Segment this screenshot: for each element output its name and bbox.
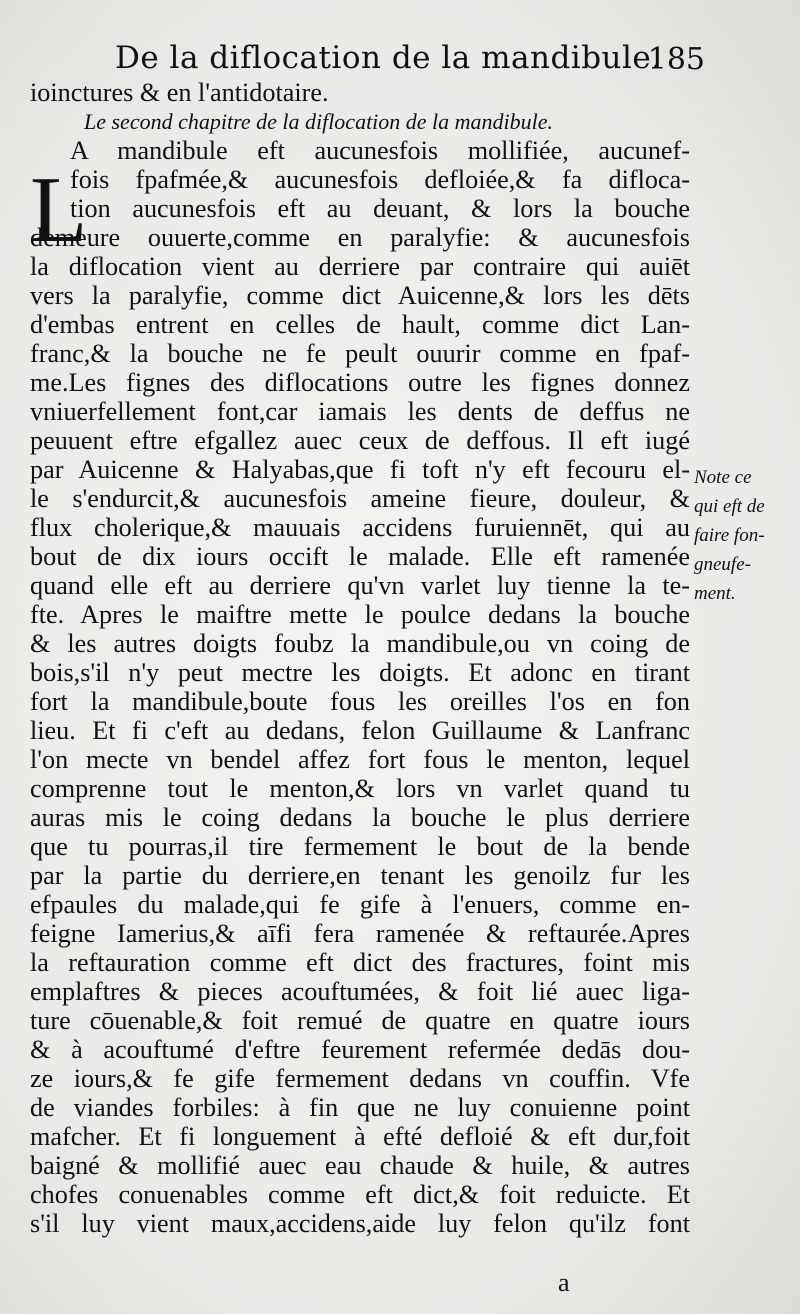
signature-mark: a [558,1268,570,1297]
text-line: la reftauration comme eft dict des fractures, foint mis [30,948,690,977]
text-line: demeure ouuerte,comme en paralyfie: & aucunesfois [30,223,690,252]
text-line: tion aucunesfois eft au deuant, & lors la bouche [70,194,690,223]
chapter-title: Le second chapitre de la diflocation de la mandibule. [84,109,554,134]
page-number: 185 [647,42,705,77]
text-line: & à acouftumé d'eftre feurement refermée dedās dou- [30,1035,690,1064]
text-line: me.Les fignes des diflocations outre les fignes donnez [30,368,690,397]
text-line: mafcher. Et fi longuement à efté defloié & eft dur,foit [30,1122,690,1151]
text-line: A mandibule eft aucunesfois mollifiée, aucunef- [70,136,690,165]
text-line: lieu. Et fi c'eft au dedans, felon Guillaume & Lanfranc [30,716,690,745]
text-line: la diflocation vient au derriere par contraire qui auiēt [30,252,690,281]
text-line: bois,s'il n'y peut mectre les doigts. Et adonc en tirant [30,658,690,687]
text-line: fort la mandibule,boute fous les oreilles l'os en fon [30,687,690,716]
text-line: auras mis le coing dedans la bouche le plus derriere [30,803,690,832]
text-line: fte. Apres le maiftre mette le poulce dedans la bouche [30,600,690,629]
text-line: fois fpafmée,& aucunesfois defloiée,& fa difloca- [70,165,690,194]
text-line: ioinctures & en l'antidotaire. [30,78,329,107]
text-line: ze iours,& fe gife fermement dedans vn couffin. Vfe [30,1064,690,1093]
marginal-note-line: qui eft de [694,496,765,517]
drop-capital: L [30,158,88,262]
marginal-note-line: Note ce [694,467,752,488]
text-line: chofes conuenables comme eft dict,& foit reduicte. Et [30,1180,690,1209]
marginal-note-line: faire fon- [694,525,765,546]
text-line: l'on mecte vn bendel affez fort fous le menton, lequel [30,745,690,774]
text-line: flux cholerique,& mauuais accidens furuiennēt, qui au [30,513,690,542]
text-line: s'il luy vient maux,accidens,aide luy felon qu'ilz font [30,1209,690,1238]
main-text [30,78,690,1238]
text-line: bout de dix iours occift le malade. Elle eft ramenée [30,542,690,571]
text-line: efpaules du malade,qui fe gife à l'enuers, comme en- [30,890,690,919]
text-line: le s'endurcit,& aucunesfois ameine fieure, douleur, & [30,484,690,513]
text-line: vniuerfellement font,car iamais les dents de deffus ne [30,397,690,426]
text-line: ture cōuenable,& foit remué de quatre en quatre iours [30,1006,690,1035]
text-line: d'embas entrent en celles de hault, comme dict Lan- [30,310,690,339]
text-line: & les autres doigts foubz la mandibule,ou vn coing de [30,629,690,658]
text-line: par Auicenne & Halyabas,que fi toft n'y eft fecouru el- [30,455,690,484]
running-title: De la diflocation de la mandibule. [115,40,662,76]
text-line: quand elle eft au derriere qu'vn varlet luy tienne la te- [30,571,690,600]
text-line: emplaftres & pieces acouftumées, & foit lié auec liga- [30,977,690,1006]
marginal-note [694,463,798,608]
text-line: feigne Iamerius,& aīfi fera ramenée & reftaurée.Apres [30,919,690,948]
text-line: comprenne tout le menton,& lors vn varlet quand tu [30,774,690,803]
text-line: franc,& la bouche ne fe peult ouurir comme en fpaf- [30,339,690,368]
text-line: vers la paralyfie, comme dict Auicenne,& lors les dēts [30,281,690,310]
marginal-note-line: ment. [694,583,736,604]
text-line: peuuent eftre efgallez auec ceux de deffous. Il eft iugé [30,426,690,455]
text-line: de viandes forbiles: à fin que ne luy conuienne point [30,1093,690,1122]
marginal-note-line: gneufe- [694,554,751,575]
text-line: baigné & mollifié auec eau chaude & huile, & autres [30,1151,690,1180]
text-line: que tu pourras,il tire fermement le bout de la bende [30,832,690,861]
text-line: par la partie du derriere,en tenant les genoilz fur les [30,861,690,890]
